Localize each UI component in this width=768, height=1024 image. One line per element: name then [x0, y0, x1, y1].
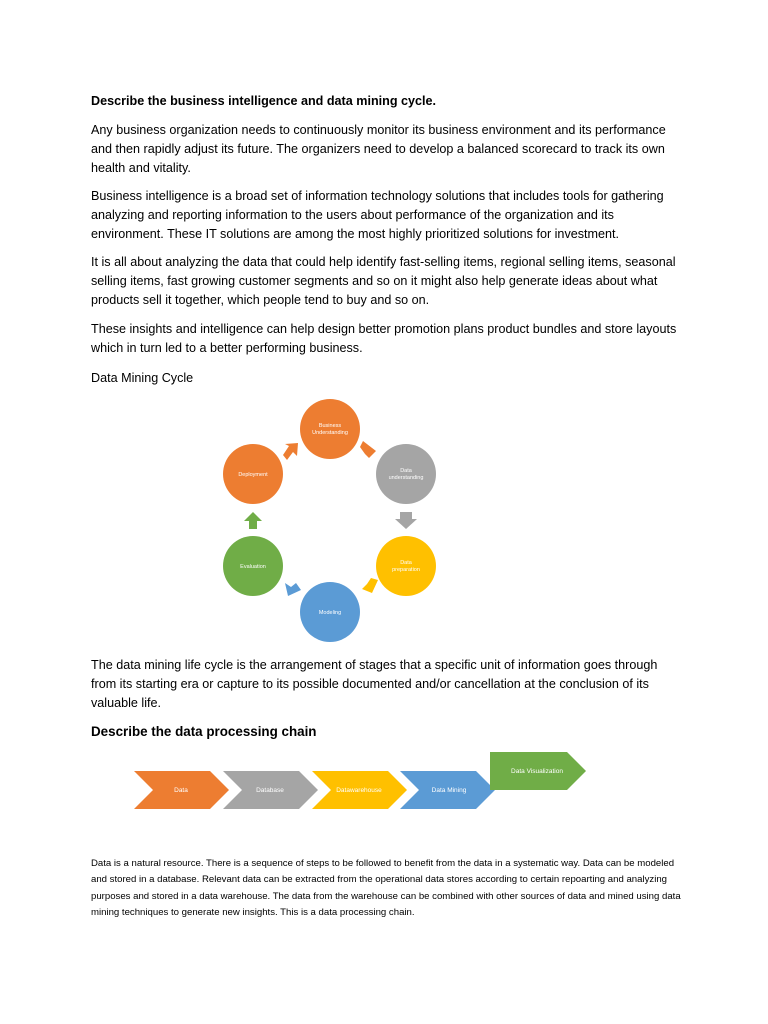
- node-label: Deployment: [238, 472, 268, 478]
- chain-label: Data Visualization: [511, 768, 563, 775]
- chain-step-datawarehouse: [312, 771, 407, 809]
- node-label-line1: Data: [400, 560, 412, 566]
- chain-step-data: [134, 771, 229, 809]
- cycle-node-business-understanding: [300, 399, 360, 459]
- chain-label: Database: [256, 787, 284, 794]
- chain-label: Data: [174, 787, 188, 794]
- data-processing-chain-diagram: [130, 748, 590, 812]
- paragraph-life-cycle: The data mining life cycle is the arrangement of stages that a specific unit of information goes through from its starting era or capture to its possible documented and/or cancellation at the conclusion of its valuable life.: [91, 658, 658, 710]
- cycle-arrow-1: [360, 441, 376, 458]
- node-label: Modeling: [318, 610, 342, 616]
- paragraph-processing-chain: Data is a natural resource. There is a sequence of steps to be followed to benefit from the data in a systematic way. Data can be modeled and stored in a database. Relevant data can be extracted from the operational data stores according to certain repoarting and analyzing purposes and stored in a data warehouse. The data from the warehouse can be combined with other sources of data and mined using data mining techniques to generate new insights. This is a data processing chain.: [91, 858, 681, 919]
- chain-step-data-visualization: [490, 752, 586, 790]
- cycle-node-modeling: [300, 582, 360, 642]
- cycle-arrow-2: [395, 512, 417, 529]
- data-mining-cycle-diagram: [210, 390, 460, 650]
- chain-step-database: [223, 771, 318, 809]
- heading-processing-chain: Describe the data processing chain: [91, 724, 317, 739]
- cycle-title: Data Mining Cycle: [91, 371, 194, 385]
- heading-bi-cycle: Describe the business intelligence and data mining cycle.: [91, 94, 437, 108]
- cycle-arrow-6: [283, 443, 298, 460]
- node-circle: [376, 536, 436, 596]
- chain-label: Data Mining: [431, 787, 467, 794]
- node-label-line2: preparation: [392, 567, 420, 573]
- cycle-node-evaluation: [223, 536, 283, 596]
- node-label-line2: Understanding: [312, 430, 348, 436]
- node-circle: [300, 399, 360, 459]
- chain-label: Datawarehouse: [336, 787, 382, 794]
- cycle-arrow-3: [362, 578, 378, 593]
- paragraph-analyzing-data: It is all about analyzing the data that could help identify fast-selling items, regional selling items, seasonal selling items, fast growing customer segments and so on it might also help generate ideas about what products sell it together, which people tend to buy and so on.: [91, 255, 676, 307]
- node-label-line2: understanding: [388, 475, 424, 481]
- cycle-node-data-preparation: [376, 536, 436, 596]
- chain-step-data-mining: [400, 771, 495, 809]
- paragraph-organization: Any business organization needs to continuously monitor its business environment and its performance and then rapidly adjust its future. The organizers need to develop a balanced scorecard to track its own health and vitality.: [91, 123, 666, 175]
- cycle-arrow-4: [285, 583, 301, 596]
- node-label-line1: Data: [400, 468, 412, 474]
- node-circle: [376, 444, 436, 504]
- node-label: Evaluation: [240, 564, 266, 570]
- paragraph-insights: These insights and intelligence can help design better promotion plans product bundles and store layouts which in turn led to a better performing business.: [91, 322, 677, 355]
- paragraph-bi-definition: Business intelligence is a broad set of information technology solutions that includes tools for gathering analyzing and reporting information to the users about performance of the organization and its environment. These IT solutions are among the most highly prioritized solutions for investment.: [91, 189, 664, 241]
- cycle-arrow-5: [244, 512, 262, 529]
- node-label-line1: Business: [318, 423, 342, 429]
- cycle-node-deployment: [223, 444, 283, 504]
- cycle-node-data-understanding: [376, 444, 436, 504]
